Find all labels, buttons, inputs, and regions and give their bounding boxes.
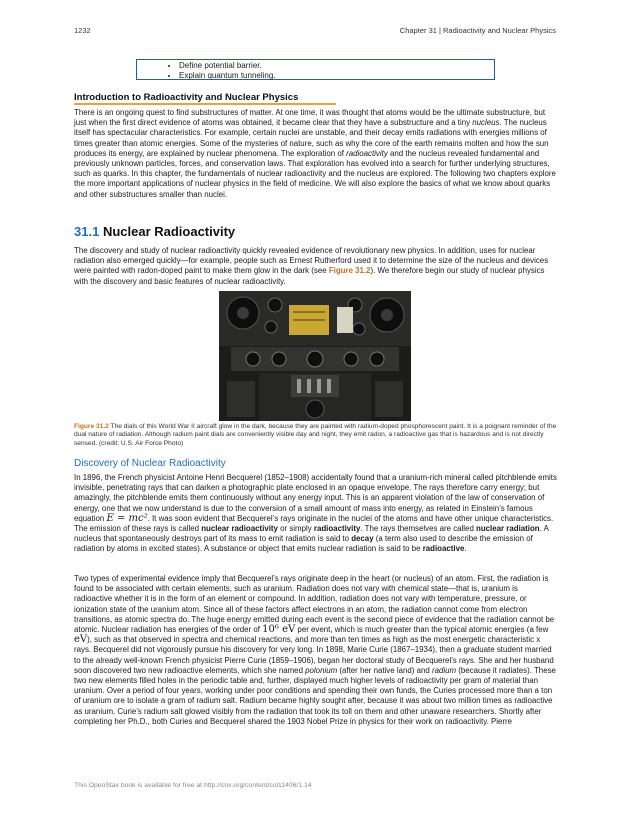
term-radioactivity-bold: radioactivity [313,524,361,534]
section-title: Nuclear Radioactivity [102,224,236,239]
figure-label: Figure 31.2 [74,423,109,430]
learning-objectives-box [136,59,495,80]
term-nuclear-radiation: nuclear radiation [476,524,540,534]
intro-heading: Introduction to Radioactivity and Nuclear Physics [74,92,299,103]
section-heading [74,224,235,239]
objective-item: • Explain quantum tunneling. [179,71,494,81]
page-footer: This OpenStax book is available for free at http://cnx.org/content/col11406/1.14 [74,782,312,789]
chapter-header: Chapter 31 | Radioactivity and Nuclear Physics [399,26,556,35]
term-radioactive: radioactive [422,544,465,554]
term-nuclear-radioactivity: nuclear radioactivity [201,524,278,534]
equation-ev: eV [74,634,88,646]
term-radium: radium [431,665,457,675]
cockpit-illustration [219,291,411,421]
discovery-paragraph-2: Two types of experimental evidence imply that Becquerel’s rays originate deep in the heart (or nucleus) of an atom. First, the radiation is found to be associated with certain elements, such as uranium. Radiation does not vary with chemical state—that is, uranium is radioactive whether it is in the form of an element or compound. In addition, radiation does not vary with temperature, pressure, or ionization state of the uranium atom. Since all of these factors affect electrons in an atom, the radiation cannot come from electron transitions, as atomic spectra do. The huge energy emitted during each event is the second piece of evidence that the radiation cannot be atomic. Nuclear radiation has energies of the order of 10⁶ eV per event, which is much greater than the typical atomic energies (a few eV), such as that observed in spectra and chemical reactions, and more than ten times as high as the most energetic characteristic x rays. Becquerel did not vigorously pursue his discovery for very long. In 1898, Marie Curie (1867–1934), then a graduate student married to the already well-known French physicist Pierre Curie (1859–1906), began her doctoral study of Becquerel’s rays. She and her husband soon discovered two new radioactive elements, which she named polonium (after her native land) and radium (because it radiates). These two new elements filled holes in the periodic table and, further, displayed much higher levels of radioactivity per gram of material than uranium. Over a period of four years, working under poor conditions and spending their own funds, the Curies processed more than a ton of uranium ore to isolate a gram of radium salt. Radium became highly sought after, because it was about two million times as radioactive as uranium. Curie’s radium salt glowed visibly from the radiation that took its toll on them and other unaware researchers. Shortly after completing her Ph.D., both Curies and Becquerel shared the 1903 Nobel Prize in physics for their work on radioactivity. Pierre [74,574,556,726]
term-decay: decay [351,534,374,544]
term-nucleus: nucleus [472,118,500,128]
page-number: 1232 [74,26,91,35]
figure-link[interactable]: Figure 31.2 [328,266,371,276]
term-radioactivity: radioactivity [346,148,388,158]
objective-item: • Define potential barrier. [179,61,494,71]
aircraft-cockpit-photo [219,291,411,421]
section-number: 31.1 [74,224,100,239]
section-paragraph: The discovery and study of nuclear radioactivity quickly revealed evidence of revolutionary new physics. In addition, uses for nuclear radiation also emerged quickly—for example, people such as Ernest Rutherford used it to determine the size of the nucleus and devices were painted with radon-doped paint to make them glow in the dark (see Figure 31.2). We therefore begin our study of nuclear physics with the discovery and basic features of nuclear radioactivity. [74,246,549,286]
subsection-heading: Discovery of Nuclear Radioactivity [74,458,226,469]
equation-emc2: E = mc² [106,512,148,524]
figure-caption: Figure 31.2 The dials of this World War II aircraft glow in the dark, because they are painted with radium-doped phosphorescent paint. It is a poignant reminder of the dual nature of radiation. Although radium paint dials are conveniently visible day and night, they emit radon, a radioactive gas that is hazardous and is not directly sensed. (credit: U.S. Air Force Photo) [74,423,557,447]
intro-paragraph: There is an ongoing quest to find substructures of matter. At one time, it was thought that atoms would be the ultimate substructure, but just when the first direct evidence of atoms was obtained, it became clear that they have a substructure and a tiny nucleus. The nucleus itself has spectacular characteristics. For example, certain nuclei are unstable, and their decay emits radiations with energies millions of times greater than atomic energies. Some of the mysteries of nature, such as why the core of the earth remains molten and how the sun produces its energy, are explained by nuclear phenomena. The exploration of radioactivity and the nucleus revealed fundamental and previously unknown particles, forces, and conservation laws. That exploration has evolved into a search for further underlying structures, such as quarks. In this chapter, the fundamentals of nuclear radioactivity and the nucleus are explored. The following two chapters explore the more important applications of nuclear physics in the field of medicine. We will also explore the basics of what we know about quarks and other substructures smaller than nuclei. [74,108,556,199]
discovery-paragraph-1: In 1896, the French physicist Antoine Henri Becquerel (1852–1908) accidentally found that a uranium-rich mineral called pitchblende emits invisible, penetrating rays that can darken a photographic plate enclosed in an opaque envelope. The rays therefore carry energy; but amazingly, the pitchblende emits them continuously without any energy input. This is an apparent violation of the law of conservation of energy, one that we now understand is due to the conversion of a small amount of mass into energy, as related in Einstein’s famous equation E = mc². It was soon evident that Becquerel’s rays originate in the nuclei of the atoms and have other unique characteristics. The emission of these rays is called nuclear radioactivity or simply radioactivity. The rays themselves are called nuclear radiation. A nucleus that spontaneously destroys part of its mass to emit radiation is said to decay (a term also used to describe the emission of radiation by atoms in excited states). A substance or object that emits nuclear radiation is said to be radioactive. [74,473,557,554]
heading-underline [74,103,336,105]
objectives-list [137,60,494,81]
term-polonium: polonium [305,665,338,675]
equation-energy-order: 10⁶ eV [262,624,296,636]
